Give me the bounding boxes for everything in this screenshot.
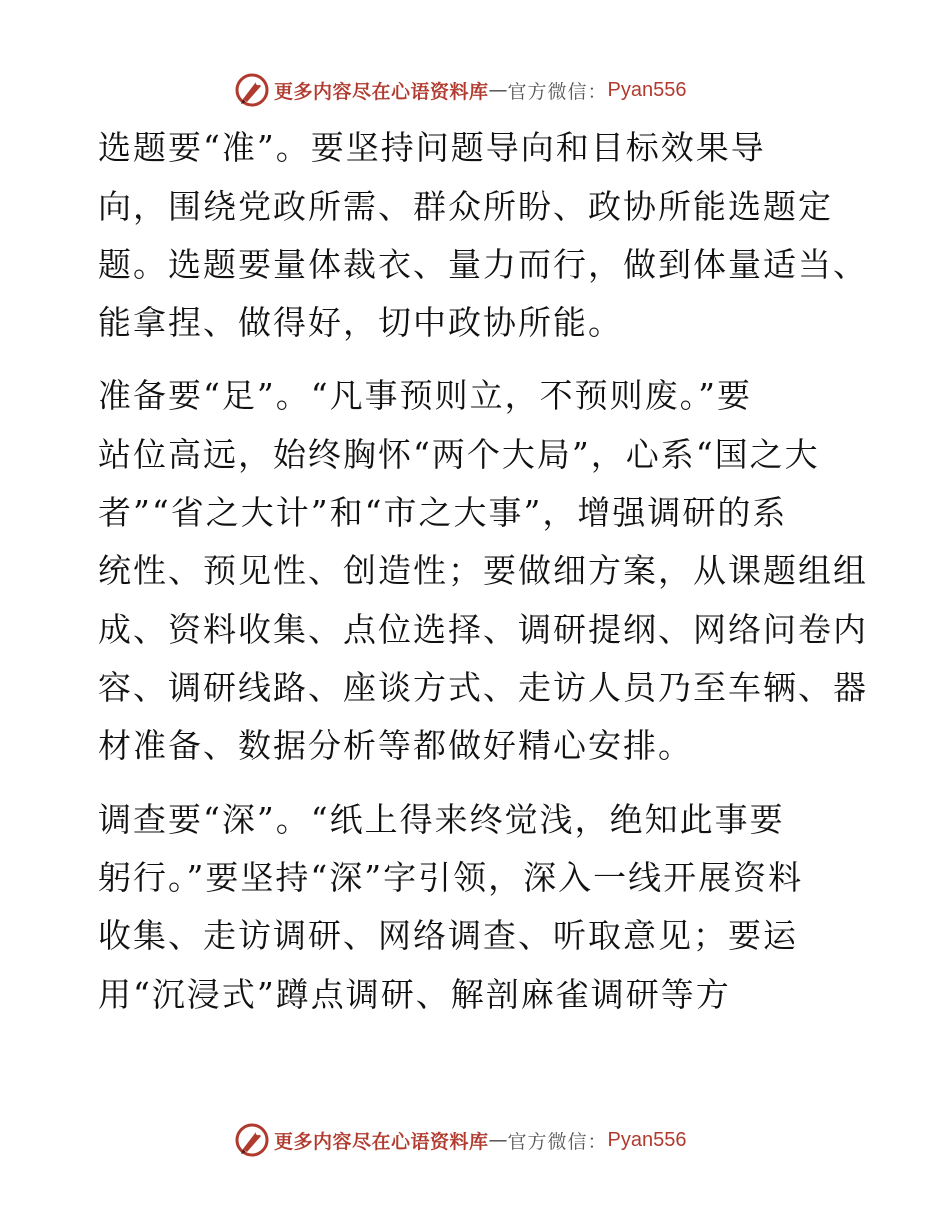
- body-line: 准备要“足”。“凡事预则立，不预则废。”要: [98, 376, 752, 415]
- body-line: 站位高远，始终胸怀“两个大局”，心系“国之大: [98, 435, 820, 474]
- footer-official-label: 官方微信：: [507, 1130, 608, 1153]
- body-line: 能拿捏、做得好，切中政协所能。: [98, 303, 623, 342]
- body-line: 选题要“准”。要坚持问题导向和目标效果导: [98, 128, 766, 167]
- pen-logo-icon: [234, 1122, 270, 1158]
- header-separator: —: [488, 79, 508, 101]
- body-line: 用“沉浸式”蹲点调研、解剖麻雀调研等方: [98, 975, 731, 1014]
- body-line: 成、资料收集、点位选择、调研提纲、网络问卷内: [98, 610, 868, 649]
- footer-brand-text: 更多内容尽在心语资料库: [274, 1130, 489, 1153]
- pen-logo-icon: [234, 72, 270, 108]
- footer-separator: —: [488, 1129, 508, 1151]
- footer-wechat-id: Pyan556: [607, 1128, 687, 1151]
- header-banner: [234, 70, 687, 110]
- body-line: 统性、预见性、创造性；要做细方案，从课题组组: [98, 551, 868, 590]
- body-line: 题。选题要量体裁衣、量力而行，做到体量适当、: [98, 245, 868, 284]
- body-line: 收集、走访调研、网络调查、听取意见；要运: [98, 916, 798, 955]
- body-line: 材准备、数据分析等都做好精心安排。: [98, 726, 693, 765]
- header-official-label: 官方微信：: [507, 80, 608, 103]
- body-line: 者”“省之大计”和“市之大事”，增强调研的系: [98, 493, 788, 532]
- body-line: 调查要“深”。“纸上得来终觉浅，绝知此事要: [98, 800, 785, 839]
- header-wechat-id: Pyan556: [607, 78, 687, 101]
- header-brand-text: 更多内容尽在心语资料库: [274, 80, 489, 103]
- footer-banner: [234, 1120, 687, 1160]
- body-line: 容、调研线路、座谈方式、走访人员乃至车辆、器: [98, 668, 868, 707]
- body-line: 躬行。”要坚持“深”字引领，深入一线开展资料: [98, 858, 804, 897]
- body-line: 向，围绕党政所需、群众所盼、政协所能选题定: [98, 187, 833, 226]
